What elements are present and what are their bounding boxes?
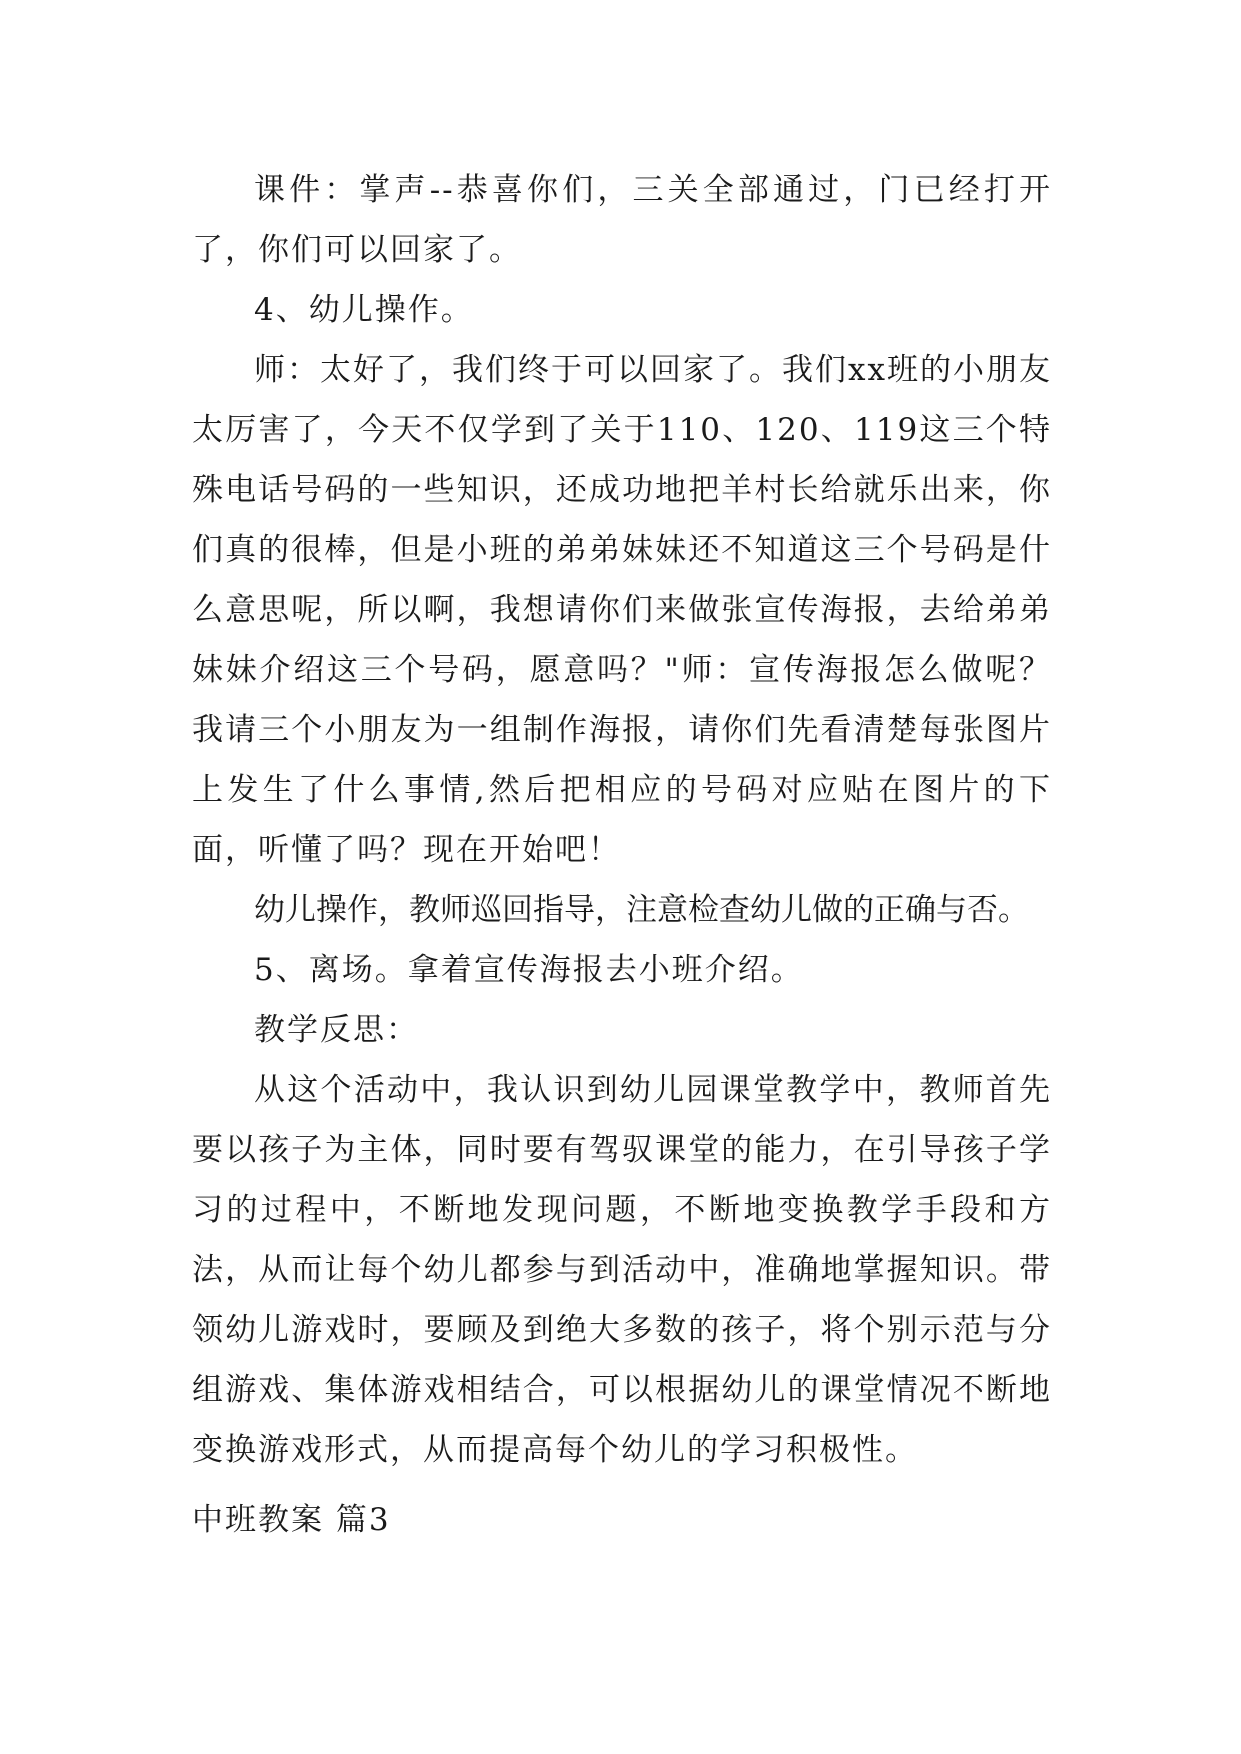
section-heading: 中班教案 篇3	[192, 1502, 391, 1538]
paragraph-step-5: 5、离场。拿着宣传海报去小班介绍。	[254, 952, 804, 988]
paragraph-teacher-dialogue: 师：太好了，我们终于可以回家了。我们xx班的小朋友太厉害了，今天不仅学到了关于110、120、119这三个特殊电话号码的一些知识，还成功地把羊村长给就乐出来，你们真的很棒，但是小班的弟弟妹妹还不知道这三个号码是什么意思呢，所以啊，我想请你们来做张宣传海报，去给弟弟妹妹介绍这三个号码，愿意吗？"师：宣传海报怎么做呢？我请三个小朋友为一组制作海报，请你们先看清楚每张图片上发生了什么事情,然后把相应的号码对应贴在图片的下面，听懂了吗？现在开始吧！	[192, 352, 1052, 868]
paragraph-reflection-title: 教学反思：	[254, 1012, 419, 1048]
paragraph-children-operate: 幼儿操作，教师巡回指导，注意检查幼儿做的正确与否。	[254, 892, 1029, 928]
paragraph-reflection-body: 从这个活动中，我认识到幼儿园课堂教学中，教师首先要以孩子为主体，同时要有驾驭课堂的能力，在引导孩子学习的过程中，不断地发现问题，不断地变换教学手段和方法，从而让每个幼儿都参与到活动中，准确地掌握知识。带领幼儿游戏时，要顾及到绝大多数的孩子，将个别示范与分组游戏、集体游戏相结合，可以根据幼儿的课堂情况不断地变换游戏形式，从而提高每个幼儿的学习积极性。	[192, 1072, 1052, 1468]
document-body	[192, 160, 1052, 1480]
paragraph-step-4: 4、幼儿操作。	[254, 292, 474, 328]
paragraph-courseware: 课件：掌声--恭喜你们，三关全部通过，门已经打开了，你们可以回家了。	[192, 172, 1052, 268]
